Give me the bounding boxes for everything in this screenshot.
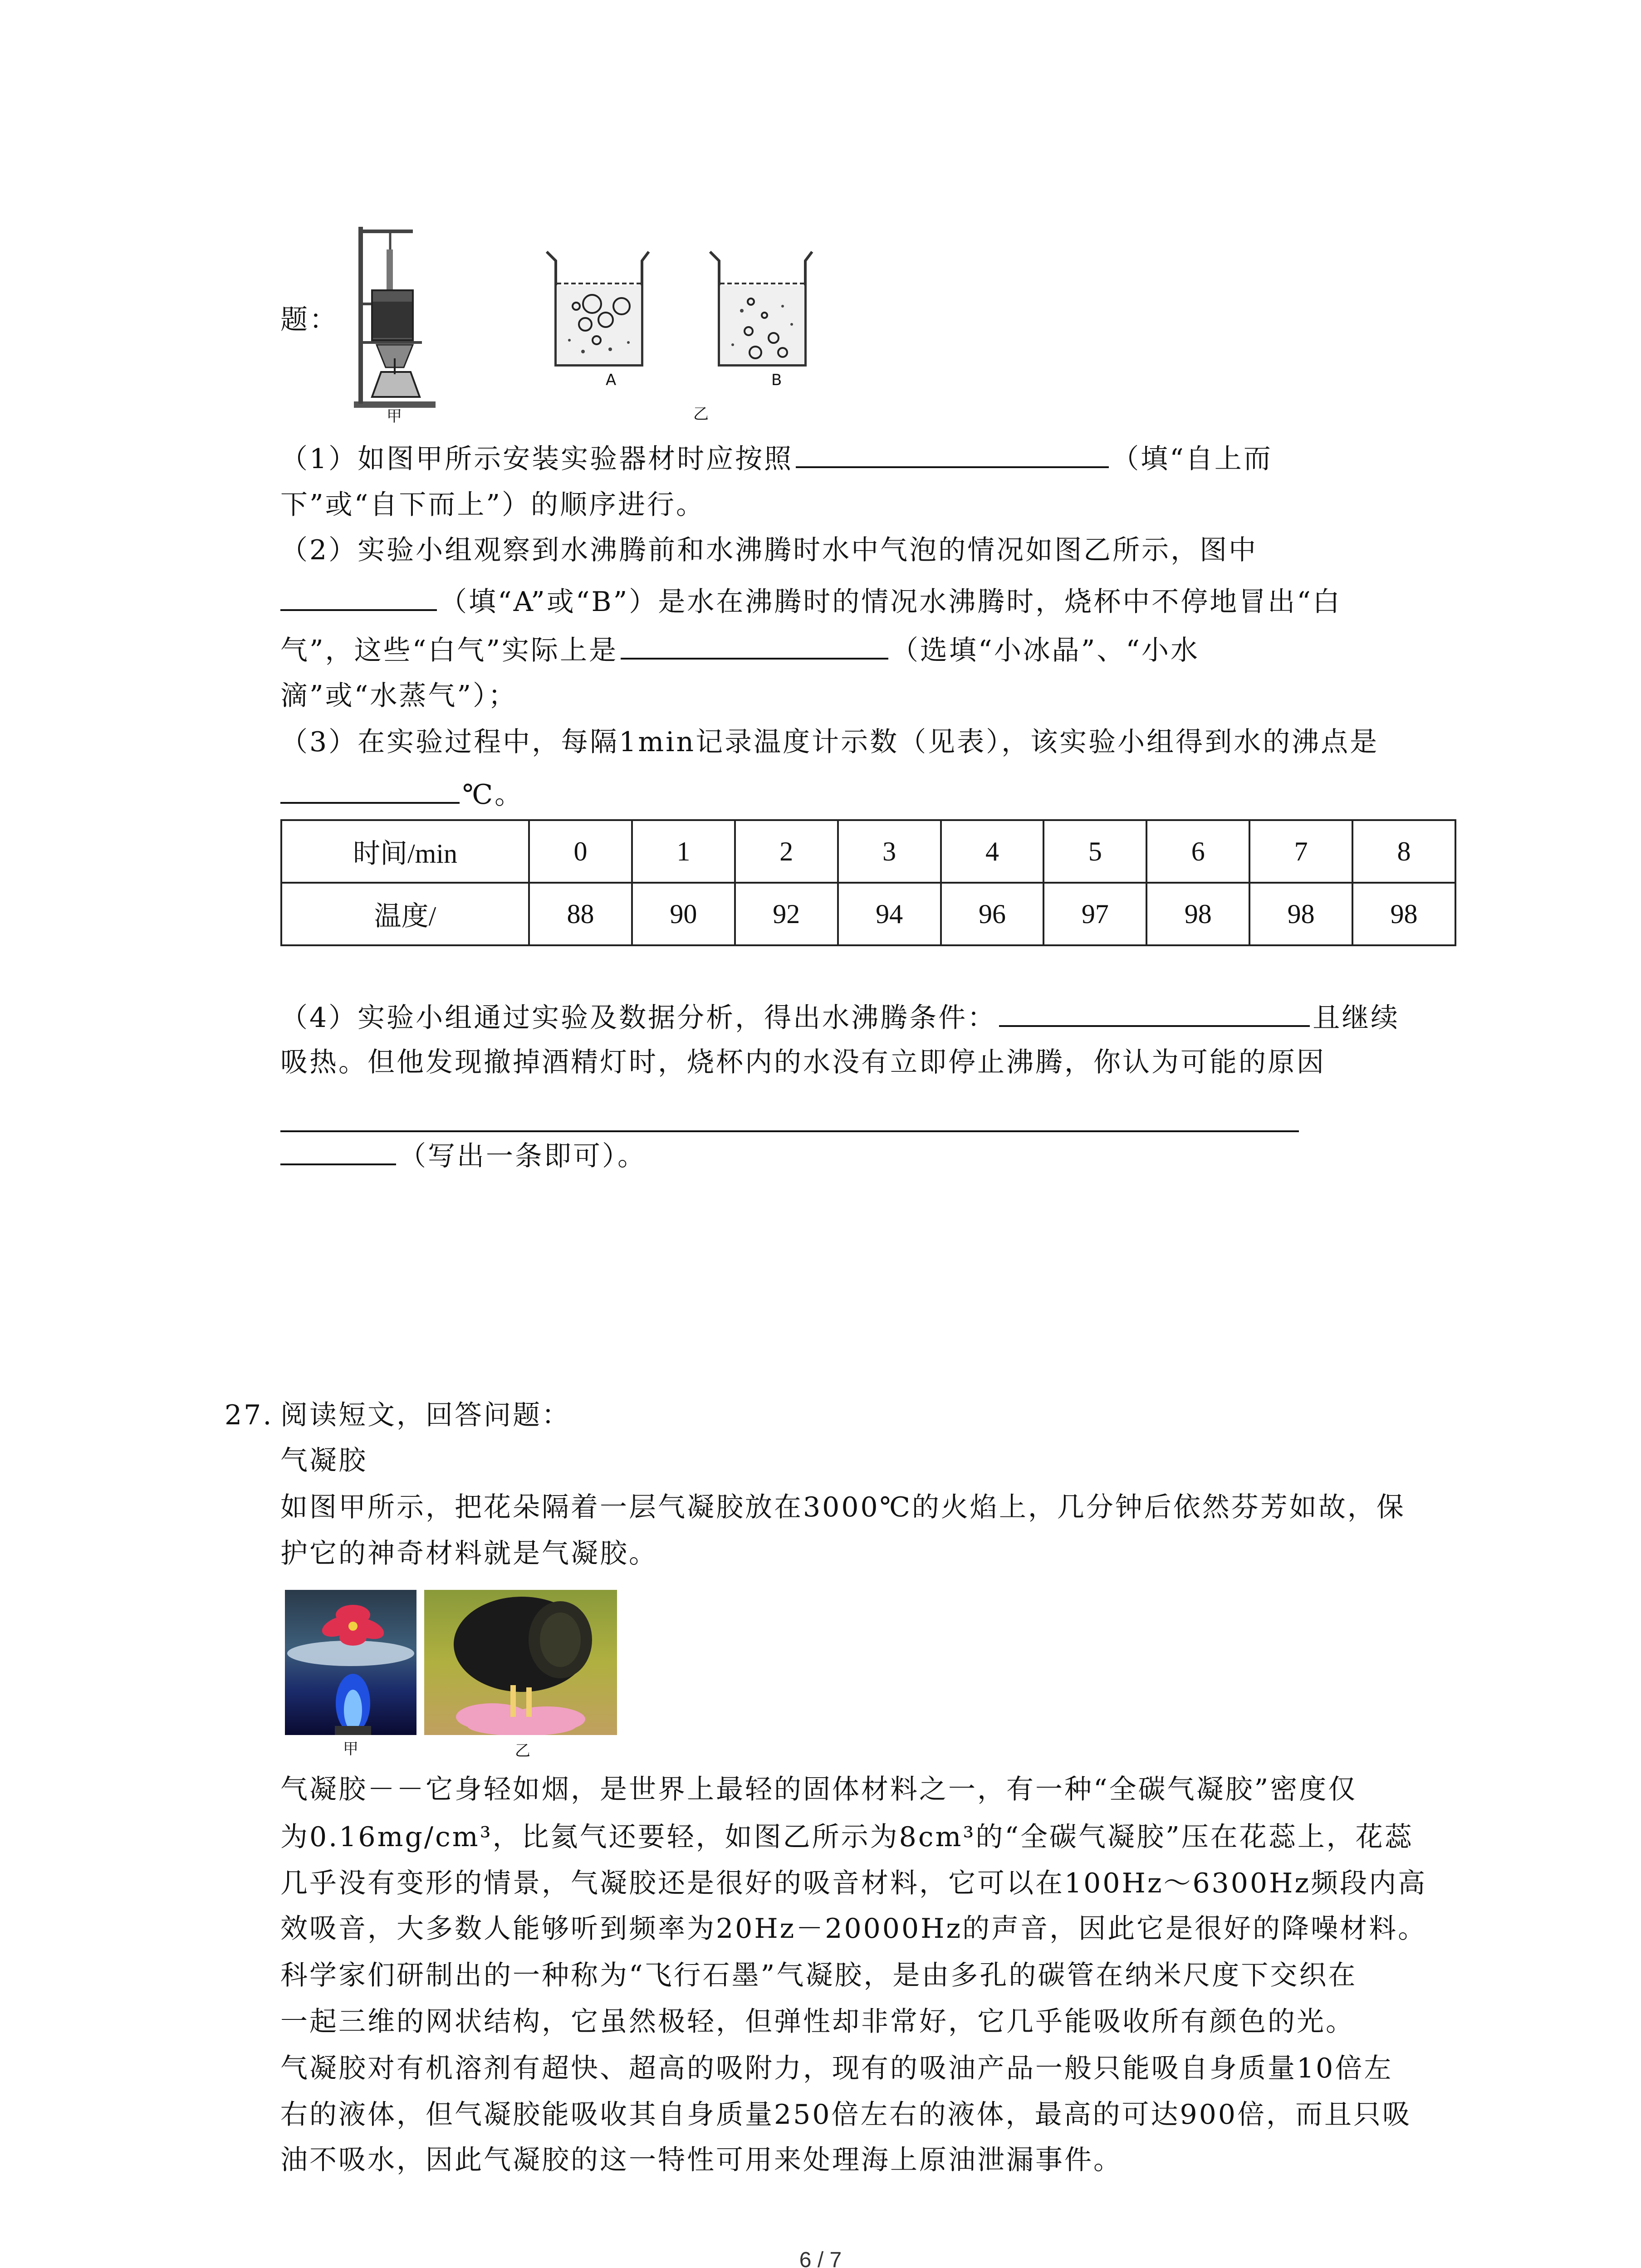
- q27-body-line: 气凝胶对有机溶剂有超快、超高的吸附力，现有的吸油产品一般只能吸自身质量10倍左: [280, 2053, 1393, 2084]
- q26-part4-text-b: 且继续: [1313, 1002, 1400, 1034]
- photo-flower-on-flame: [285, 1590, 416, 1735]
- table-cell: 7: [1249, 820, 1352, 883]
- q27-article-title: 气凝胶: [280, 1445, 367, 1476]
- q27-body-line: 科学家们研制出的一种称为“飞行石墨”气凝胶，是由多孔的碳管在纳米尺度下交织在: [280, 1960, 1357, 1991]
- table-cell: 97: [1043, 883, 1146, 945]
- q26-part1-answer-blank[interactable]: [796, 439, 1109, 468]
- q27-number: 27.: [225, 1399, 274, 1431]
- q26-part1-line1: [280, 439, 1273, 477]
- q27-body-line: 气凝胶－－它身轻如烟，是世界上最轻的固体材料之一，有一种“全碳气凝胶”密度仅: [280, 1774, 1357, 1805]
- table-cell: 0: [529, 820, 632, 883]
- q27-para1-line1: 如图甲所示，把花朵隔着一层气凝胶放在3000℃的火焰上，几分钟后依然芬芳如故，保: [280, 1491, 1406, 1523]
- table-cell: 98: [1146, 883, 1249, 945]
- photo-aerogel-on-flower: [424, 1590, 617, 1735]
- table-cell: 5: [1043, 820, 1146, 883]
- q26-part2-line2: [280, 582, 1342, 620]
- temperature-table: [280, 819, 1456, 946]
- q27-heading: 阅读短文，回答问题：: [280, 1399, 571, 1431]
- figure-label-yi: 乙: [693, 405, 709, 423]
- beaker-a-label: A: [606, 371, 617, 389]
- q26-part1-text-b: （填“自上而: [1112, 443, 1273, 475]
- page-number: 6 / 7: [799, 2248, 842, 2268]
- q26-part4-answer-blank-2[interactable]: [280, 1103, 1299, 1132]
- q26-part3-text-b: ℃。: [462, 779, 524, 811]
- q26-part4-line1: [280, 998, 1400, 1036]
- photo-label-jia: 甲: [343, 1740, 358, 1758]
- q27-body-line: 油不吸水，因此气凝胶的这一特性可用来处理海上原油泄漏事件。: [280, 2144, 1122, 2176]
- table-cell: 3: [838, 820, 941, 883]
- q26-part4-text-a: （4）实验小组通过实验及数据分析，得出水沸腾条件：: [280, 1002, 997, 1034]
- q26-part3-line2: [280, 775, 524, 813]
- q26-part1-text-a: （1）如图甲所示安装实验器材时应按照: [280, 443, 794, 475]
- table-cell: 98: [1249, 883, 1352, 945]
- q26-part2-answer-blank-1[interactable]: [280, 582, 437, 611]
- table-header-time: 时间/min: [281, 820, 529, 883]
- figure-label-jia: 甲: [387, 407, 402, 425]
- q26-part1-line2: 下”或“自下而上”）的顺序进行。: [280, 489, 705, 521]
- q26-part2-line4: 滴”或“水蒸气”）；: [280, 680, 518, 712]
- q26-part4-answer-blank-1[interactable]: [999, 998, 1310, 1027]
- q26-part2-line3: [280, 631, 1200, 669]
- q27-body-line: 一起三维的网状结构，它虽然极轻，但弹性却非常好，它几乎能吸收所有颜色的光。: [280, 2006, 1355, 2038]
- table-cell: 8: [1352, 820, 1455, 883]
- q26-part3-answer-blank[interactable]: [280, 775, 460, 804]
- table-row-time: [281, 820, 1455, 883]
- table-header-temp: 温度/: [281, 883, 529, 945]
- table-cell: 94: [838, 883, 941, 945]
- table-cell: 98: [1352, 883, 1455, 945]
- table-cell: 4: [941, 820, 1044, 883]
- q27-body-line: 为0.16mg/cm³，比氦气还要轻，如图乙所示为8cm³的“全碳气凝胶”压在花蕊上，花蕊: [280, 1821, 1414, 1853]
- q26-part2-text-b: （填“A”或“B”）是水在沸腾时的情况水沸腾时，烧杯中不停地冒出“白: [440, 586, 1342, 618]
- table-cell: 6: [1146, 820, 1249, 883]
- table-cell: 96: [941, 883, 1044, 945]
- q26-part2-answer-blank-2[interactable]: [621, 631, 888, 660]
- photo-label-yi: 乙: [515, 1742, 530, 1760]
- table-cell: 88: [529, 883, 632, 945]
- q26-part2-line1: （2）实验小组观察到水沸腾前和水沸腾时水中气泡的情况如图乙所示，图中: [280, 534, 1258, 566]
- q26-intro-tail: 题：: [280, 304, 338, 336]
- table-cell: 90: [632, 883, 735, 945]
- q26-part4-text-d: （写出一条即可）。: [399, 1140, 647, 1172]
- q26-part4-line2: 吸热。但他发现撤掉酒精灯时，烧杯内的水没有立即停止沸腾，你认为可能的原因: [280, 1046, 1326, 1078]
- q27-body-line: 效吸音，大多数人能够听到频率为20Hz－20000Hz的声音，因此它是很好的降噪材料。: [280, 1913, 1427, 1945]
- table-cell: 2: [735, 820, 838, 883]
- beaker-b-label: B: [771, 371, 782, 389]
- table-row-temp: [281, 883, 1455, 945]
- apparatus-figure: [345, 222, 445, 413]
- table-cell: 92: [735, 883, 838, 945]
- q26-part4-answer-blank-3[interactable]: [280, 1136, 396, 1165]
- q27-body-line: 右的液体，但气凝胶能吸收其自身质量250倍左右的液体，最高的可达900倍，而且只吸: [280, 2099, 1412, 2131]
- table-cell: 1: [632, 820, 735, 883]
- q26-part2-text-d: （选填“小冰晶”、“小水: [891, 635, 1200, 666]
- q27-para1-line2: 护它的神奇材料就是气凝胶。: [280, 1538, 658, 1569]
- q26-part3-line1: （3）在实验过程中，每隔1min记录温度计示数（见表），该实验小组得到水的沸点是: [280, 726, 1379, 758]
- beaker-a: [542, 247, 651, 372]
- q27-body-line: 几乎没有变形的情景，气凝胶还是很好的吸音材料，它可以在100Hz～6300Hz频段内高: [280, 1867, 1427, 1899]
- beaker-b: [705, 247, 814, 372]
- q26-part4-line4: [280, 1136, 647, 1174]
- q26-part2-text-c: 气”，这些“白气”实际上是: [280, 635, 618, 666]
